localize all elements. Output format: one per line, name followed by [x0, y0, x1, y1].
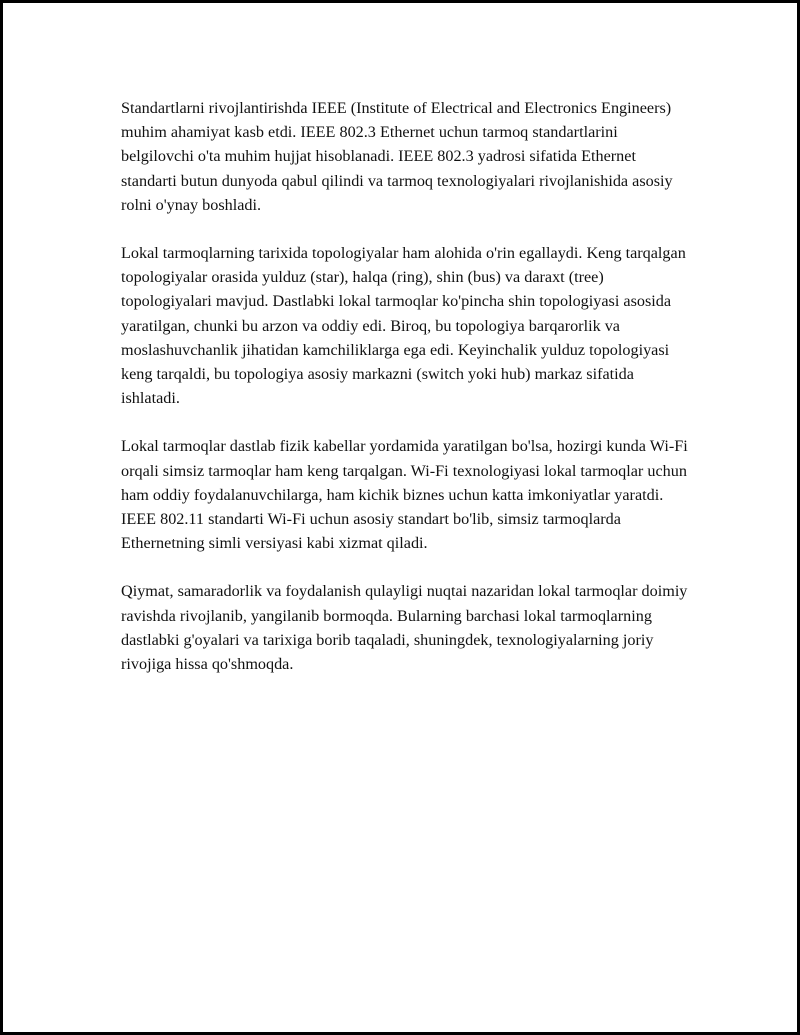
paragraph-wifi: Lokal tarmoqlar dastlab fizik kabellar yordamida yaratilgan bo'lsa, hozirgi kunda Wi-Fi orqali simsiz tarmoqlar ham keng tarqalgan. Wi-Fi texnologiyasi lokal tarmoqlar uchun ham oddiy foydalanuvchilarga, ham kichik biznes uchun katta imkoniyatlar yaratdi. IEEE 802.11 standarti Wi-Fi uchun asosiy standart bo'lib, simsiz tarmoqlarda Ethernetning simli versiyasi kabi xizmat qiladi.	[121, 437, 688, 553]
paragraph-ieee-standards: Standartlarni rivojlantirishda IEEE (Institute of Electrical and Electronics Engineers) muhim ahamiyat kasb etdi. IEEE 802.3 Ethernet uchun tarmoq standartlarini belgilovchi o'ta muhim hujjat hisoblanadi. IEEE 802.3 yadrosi sifatida Ethernet standarti butun dunyoda qabul qilindi va tarmoq texnologiyalari rivojlanishida asosiy rolni o'ynay boshladi.	[121, 99, 673, 214]
paragraph-topologies: Lokal tarmoqlarning tarixida topologiyalar ham alohida o'rin egallaydi. Keng tarqalgan topologiyalar orasida yulduz (star), halqa (ring), shin (bus) va daraxt (tree) topologiyalari mavjud. Dastlabki lokal tarmoqlar ko'pincha shin topologiyasi asosida yaratilgan, chunki bu arzon va oddiy edi. Biroq, bu topologiya barqarorlik va moslashuvchanlik jihatidan kamchiliklarga ega edi. Keyinchalik yulduz topologiyasi keng tarqaldi, bu topologiya asosiy markazni (switch yoki hub) markaz sifatida ishlatadi.	[121, 244, 686, 408]
document-body	[121, 96, 691, 700]
paragraph-conclusion: Qiymat, samaradorlik va foydalanish qulayligi nuqtai nazaridan lokal tarmoqlar doimiy ravishda rivojlanib, yangilanib bormoqda. Bularning barchasi lokal tarmoqlarning dastlabki g'oyalari va tarixiga borib taqaladi, shuningdek, texnologiyalarning joriy rivojiga hissa qo'shmoqda.	[121, 582, 688, 674]
